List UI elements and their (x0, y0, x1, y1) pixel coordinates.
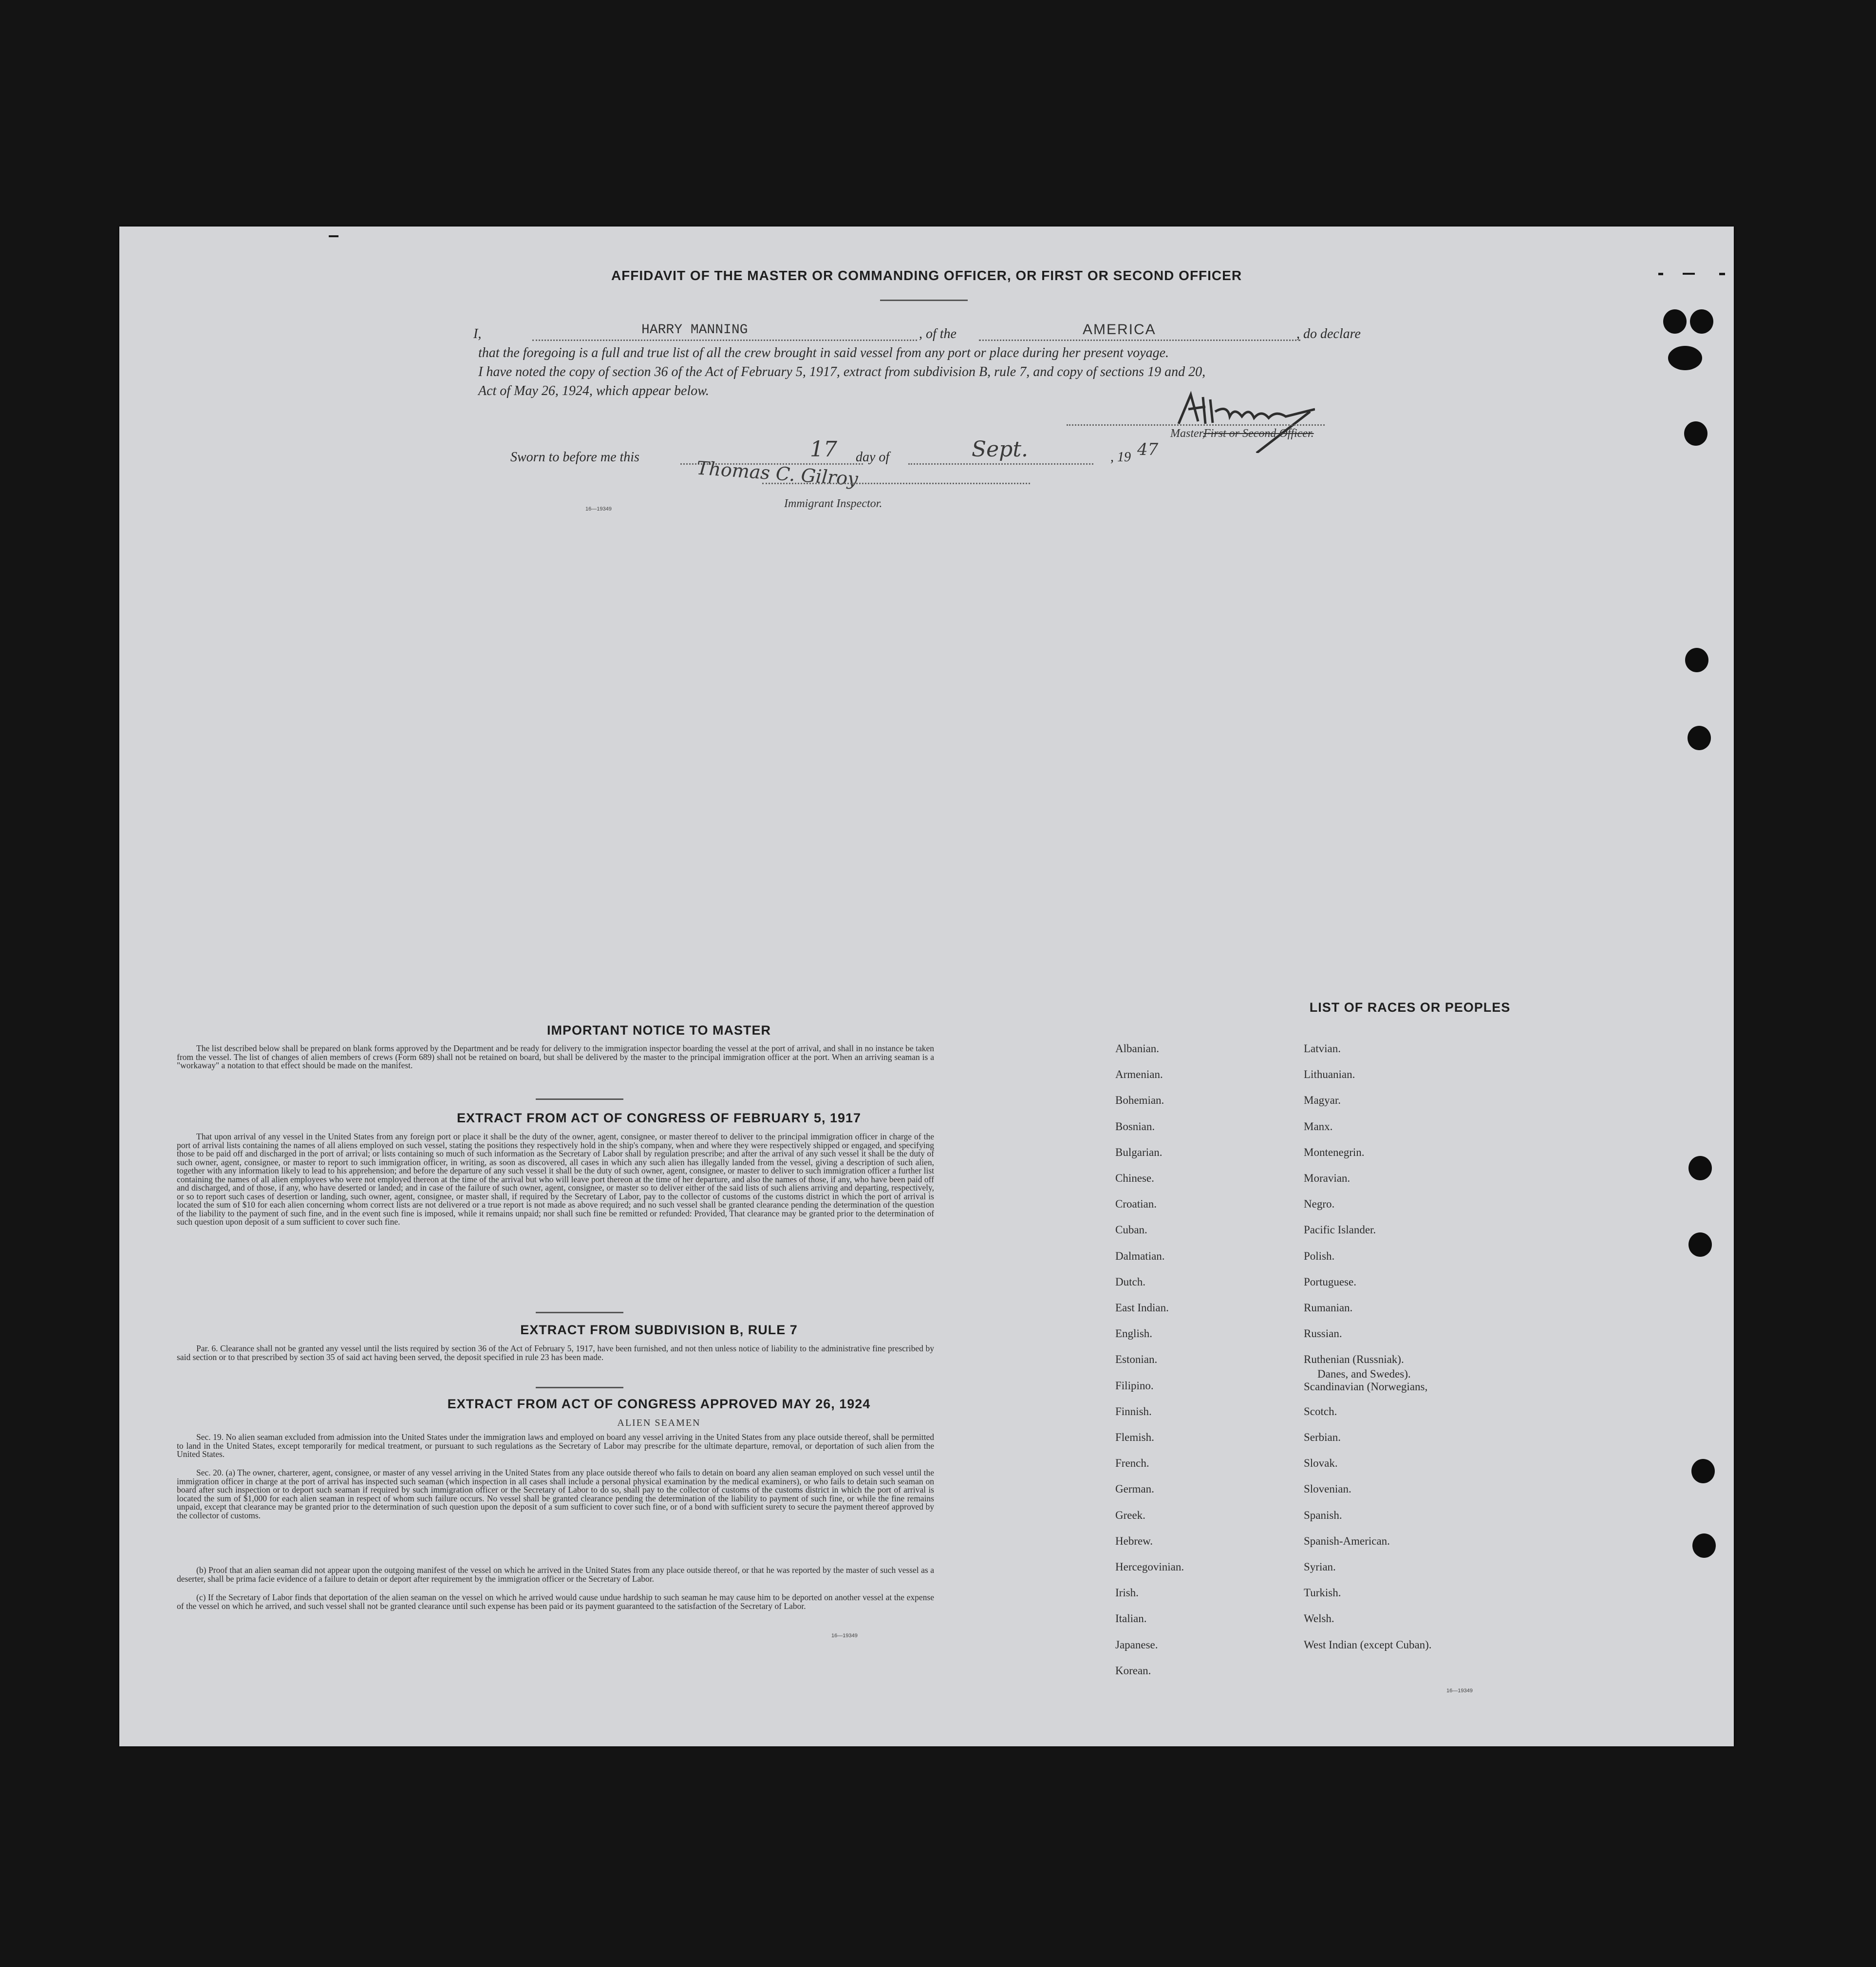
alien-seamen-subtitle: ALIEN SEAMEN (617, 1418, 701, 1428)
race-item: Japanese. (1115, 1638, 1158, 1651)
races-form-number: 16—19349 (1446, 1688, 1473, 1694)
master-signature-line (1067, 420, 1325, 426)
race-item: Turkish. (1304, 1587, 1341, 1599)
day-of-label: day of (856, 450, 890, 465)
do-declare-label: , do declare (1296, 326, 1361, 341)
inspector-signature: Thomas C. Gilroy (695, 457, 859, 490)
binder-hole (1668, 346, 1702, 370)
sec20a-text: Sec. 20. (a) The owner, charterer, agent, consignee, or master of any vessel arriving in the United States from any place outside thereof who fails to detain on board any alien seaman employed on such vessel until the immigration officer in charge at the port of arrival has inspected such seaman (which inspection in all cases shall include a personal physical examination by the medical examiners), or who fails to detain such seaman on board after such inspection or to deport such seaman if required by such immigration officer or the Secretary of Labor to do so, shall pay to the collector of customs of the customs district in which the port of arrival is located the sum of $1,000 for each alien seaman in respect of whom such failure occurs. No vessel shall be granted clearance pending the determination of the liability to payment of such fine, or while the fine remains unpaid, except that clearance may be granted prior to the determination of such question upon the deposit of a sum sufficient to cover such fine, or of a bond with sufficient surety to secure the payment thereof approved by the collector of customs. (177, 1468, 934, 1520)
affidavit-form-number: 16—19349 (585, 506, 612, 512)
race-item: Negro. (1304, 1198, 1335, 1210)
notice-title: IMPORTANT NOTICE TO MASTER (547, 1023, 771, 1038)
title-divider (880, 300, 968, 301)
binder-hole (1663, 309, 1687, 334)
vessel-name: AMERICA (1083, 322, 1156, 338)
sec19-text: Sec. 19. No alien seaman excluded from admission into the United States under the immigration laws and employed on board any vessel arriving in the United States from any place outside thereof, shall be permitted to land in the United States, except temporarily for medical treatment, or pursuant to such regulations as the Secretary of Labor may prescribe for the ultimate departure, removal, or deportation of such alien from the United States. (177, 1432, 934, 1459)
notice-text: The list described below shall be prepared on blank forms approved by the Department and be ready for delivery to the immigration inspector boarding the vessel at the port of arrival, and shall in no instance be taken from the vessel. The list of changes of alien members of crews (Form 689) shall not be retained on board, but shall be delivered by the master to the principal immigration officer at the port. When an arriving seaman is a "workaway" a notation to that effect should be made on the manifest. (177, 1043, 934, 1070)
binder-hole (1690, 309, 1713, 334)
race-item: Hebrew. (1115, 1534, 1153, 1547)
race-item: Cuban. (1115, 1224, 1147, 1236)
race-item: Syrian. (1304, 1561, 1336, 1573)
rule7-divider (536, 1387, 623, 1388)
race-item: Dalmatian. (1115, 1249, 1165, 1262)
race-item: Flemish. (1115, 1431, 1154, 1443)
of-the-label: , of the (919, 326, 957, 341)
race-item: Slovenian. (1304, 1483, 1351, 1495)
master-name: HARRY MANNING (641, 322, 748, 338)
binder-hole (1692, 1533, 1716, 1558)
race-item: Slovak. (1304, 1457, 1338, 1470)
affidavit-title: AFFIDAVIT OF THE MASTER OR COMMANDING OFFICER, OR FIRST OR SECOND OFFICER (611, 268, 1242, 283)
race-item: Estonian. (1115, 1353, 1158, 1366)
affidavit-line-2: that the foregoing is a full and true list of all the crew brought in said vessel from any port or place during her present voyage. (478, 345, 1169, 360)
day-value: 17 (810, 437, 837, 462)
race-item: Bosnian. (1115, 1120, 1155, 1133)
binder-hole (1688, 1156, 1712, 1180)
rule7-text: Par. 6. Clearance shall not be granted any vessel until the lists required by section 36 of the Act of February 5, 1917, have been furnished, and not then unless notice of liability to the administrative fine prescribed by said section or to that prescribed by section 35 of said act having been served, the deposit specified in rule 23 has been made. (177, 1343, 934, 1362)
race-item: Bulgarian. (1115, 1146, 1163, 1158)
race-item: Rumanian. (1304, 1302, 1353, 1314)
year-value: 47 (1137, 440, 1159, 459)
race-item: West Indian (except Cuban). (1304, 1638, 1432, 1651)
extract-1917-text: That upon arrival of any vessel in the United States from any foreign port or place it shall be the duty of the owner, agent, consignee, or master thereof to deliver to the principal immigration officer in charge of the port of arrival lists containing the names of all aliens employed on such vessel, stating the positions they respectively hold in the ship's company, when and where they were respectively shipped or engaged, and specifying those to be paid off and discharged in the port of arrival; or lists containing so much of such information as the Secretary of Labor shall by regulation prescribe; and after the arrival of any such vessel it shall be the duty of such owner, agent, consignee, or master to report to such immigration officer, in writing, as soon as discovered, all cases in which any such alien has illegally landed from the vessel, giving a description of such alien, together with any information likely to lead to his apprehension; and before the departure of any such vessel it shall be the duty of such owner, agent, consignee, or master to deliver to such immigration officer a further list containing the names of all alien employees who were not employed thereon at the time of the arrival but who will leave port thereon at the time of her departure, and also the names of those, if any, who have been paid off and discharged, and of those, if any, who have deserted or landed; and in case of the failure of such owner, agent, consignee, or master so to deliver either of the said lists of such aliens arriving and departing, respectively, or so to report such cases of desertion or landing, such owner, agent, consignee, or master shall, if required by the Secretary of Labor, pay to the collector of customs of the customs district in which the port of arrival is located the sum of $10 for each alien concerning whom correct lists are not delivered or a true report is not made as above required; and no such vessel shall be granted clearance pending the determination of the question of the liability to the payment of such fine, and in the event such fine is imposed, while it remains unpaid; nor shall such fine be remitted or refunded: Provided, That clearance may be granted prior to the determination of such question upon deposit of a sum sufficient to cover such fine. (177, 1132, 934, 1227)
year-prefix: , 19 (1110, 450, 1131, 465)
sec20c-text: (c) If the Secretary of Labor finds that deportation of the alien seaman on the vessel on which he arrived would cause undue hardship to such seaman he may cause him to be deported on another vessel at the expense of the vessel on which he arrived, and such vessel shall not be granted clearance until such expense has been paid or its payment guaranteed to the satisfaction of the Secretary of Labor. (177, 1592, 934, 1611)
speck (1719, 273, 1725, 275)
race-item: Irish. (1115, 1587, 1139, 1599)
declarant-prefix: I, (473, 326, 482, 341)
binder-hole (1685, 648, 1708, 672)
extract-1917-divider (536, 1312, 623, 1313)
race-item: Polish. (1304, 1249, 1335, 1262)
race-item: Ruthenian (Russniak). (1304, 1353, 1404, 1366)
master-label: Master, (1170, 427, 1205, 440)
race-item: German. (1115, 1483, 1154, 1495)
race-item: Portuguese. (1304, 1275, 1356, 1288)
race-item: Welsh. (1304, 1612, 1334, 1625)
race-item: Bohemian. (1115, 1094, 1164, 1107)
officer-label-struck: First or Second Officer. (1203, 427, 1314, 440)
race-item: Dutch. (1115, 1275, 1145, 1288)
race-item: Spanish. (1304, 1509, 1342, 1521)
binder-hole (1691, 1459, 1715, 1483)
race-item: Croatian. (1115, 1198, 1157, 1210)
race-item: East Indian. (1115, 1302, 1169, 1314)
race-item: Montenegrin. (1304, 1146, 1365, 1158)
sec20b-text: (b) Proof that an alien seaman did not appear upon the outgoing manifest of the vessel on which he arrived in the United States from any place outside thereof, or that he was reported by the master of such vessel as a deserter, shall be prima facie evidence of a failure to detain or deport after requirement by the immigration officer or the Secretary of Labor. (177, 1565, 934, 1584)
race-item: Finnish. (1115, 1405, 1152, 1418)
race-item: Serbian. (1304, 1431, 1341, 1443)
race-item: Lithuanian. (1304, 1068, 1355, 1081)
race-item: Latvian. (1304, 1042, 1341, 1055)
race-item: Pacific Islander. (1304, 1224, 1376, 1236)
binder-hole (1684, 421, 1707, 446)
extract-form-number: 16—19349 (831, 1633, 858, 1639)
race-item: Chinese. (1115, 1172, 1154, 1184)
month-value: Sept. (972, 437, 1029, 462)
affidavit-line-3: I have noted the copy of section 36 of the Act of February 5, 1917, extract from subdivision B, rule 7, and copy of sections 19 and 20, (478, 364, 1206, 379)
race-item: Russian. (1304, 1327, 1342, 1340)
race-item: Italian. (1115, 1612, 1147, 1625)
binder-hole (1688, 1232, 1712, 1257)
extract-1924-title: EXTRACT FROM ACT OF CONGRESS APPROVED MAY 26, 1924 (447, 1397, 871, 1411)
race-item: Magyar. (1304, 1094, 1341, 1107)
inspector-signature-line (762, 480, 1030, 484)
race-item: Manx. (1304, 1120, 1333, 1133)
race-item: Korean. (1115, 1664, 1151, 1677)
race-item: English. (1115, 1327, 1153, 1340)
race-item: Filipino. (1115, 1379, 1154, 1392)
races-title: LIST OF RACES OR PEOPLES (1309, 1000, 1511, 1015)
race-item: Scotch. (1304, 1405, 1337, 1418)
race-item: Greek. (1115, 1509, 1145, 1521)
inspector-label: Immigrant Inspector. (784, 497, 882, 510)
rule7-title: EXTRACT FROM SUBDIVISION B, RULE 7 (520, 1323, 798, 1337)
speck (1683, 273, 1695, 275)
race-item: Armenian. (1115, 1068, 1163, 1081)
race-item: Albanian. (1115, 1042, 1160, 1055)
speck (329, 235, 338, 237)
affidavit-line-4: Act of May 26, 1924, which appear below. (478, 383, 709, 398)
extract-1917-title: EXTRACT FROM ACT OF CONGRESS OF FEBRUARY 5, 1917 (456, 1111, 862, 1125)
speck (1658, 273, 1663, 275)
document-page (119, 227, 1734, 1746)
sworn-label: Sworn to before me this (510, 450, 639, 465)
race-item: French. (1115, 1457, 1149, 1470)
binder-hole (1688, 726, 1711, 750)
race-item: Moravian. (1304, 1172, 1351, 1184)
race-item: Scandinavian (Norwegians, (1304, 1380, 1428, 1393)
race-item: Hercegovinian. (1115, 1561, 1184, 1573)
race-item: Danes, and Swedes). (1317, 1368, 1411, 1381)
notice-divider (536, 1098, 623, 1100)
race-item: Spanish-American. (1304, 1534, 1390, 1547)
